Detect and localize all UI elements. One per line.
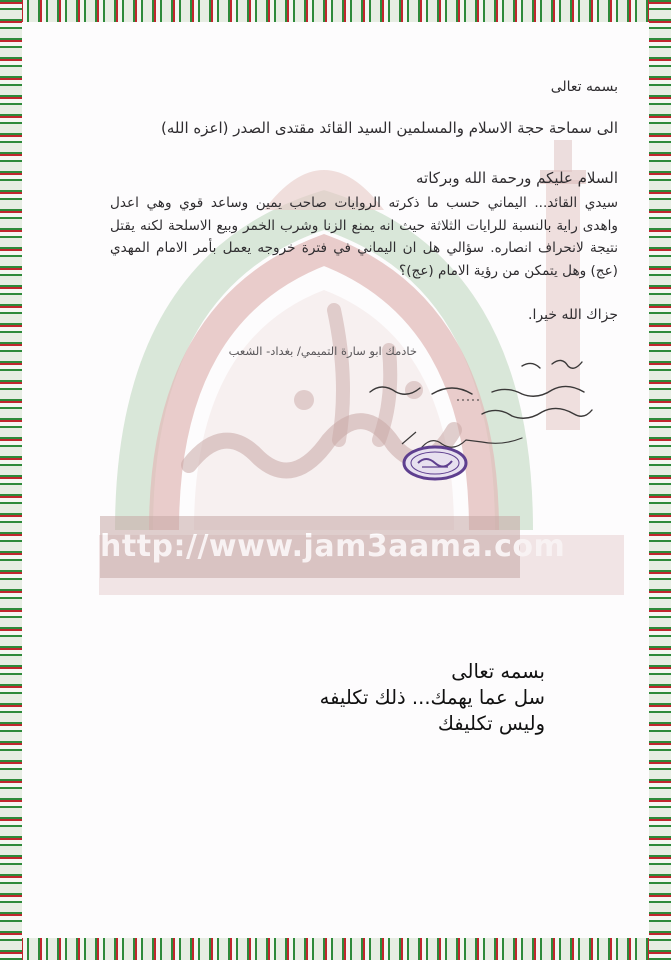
- answer-transcription: [320, 659, 545, 737]
- letter-signature: خادمك ابو سارة التميمي/ بغداد- الشعب: [228, 344, 417, 358]
- decorative-border-top: [0, 0, 671, 22]
- official-seal: [402, 445, 468, 481]
- letter-sheet: [22, 22, 649, 938]
- letter-addressee: الى سماحة حجة الاسلام والمسلمين السيد القائد مقتدى الصدر (اعزه الله): [161, 119, 618, 137]
- answer-line-3: وليس تكليفك: [437, 712, 545, 735]
- letter-salutation: السلام عليكم ورحمة الله وبركاته: [416, 169, 618, 187]
- letter-opening: بسمه تعالى: [550, 79, 618, 95]
- handwritten-reply: [362, 352, 602, 462]
- answer-line-2: سل عما يهمك... ذلك تكليفه: [319, 686, 545, 709]
- answer-line-1: بسمه تعالى: [451, 660, 545, 683]
- letter-body: سيدي القائد... اليماني حسب ما ذكرته الروايات صاحب يمين وساعد قوي وهي اعدل واهدى راية بالنسبة للرايات الثلاثة حيث انه يمنع الزنا وشرب الخمر وبيع الاسلحة لكنه يقتل نتيجة لانحراف انصاره. سؤالي هل ان اليماني في فترة خروجه يعمل بأمر الامام المهدي (عج) وهل يتمكن من رؤية الامام (عج)؟: [110, 195, 618, 279]
- decorative-border-left: [0, 0, 22, 960]
- decorative-border-right: [649, 0, 671, 960]
- watermark-url: http://www.jam3aama.com: [100, 516, 520, 578]
- letter-closing: جزاك الله خيرا.: [528, 307, 618, 323]
- decorative-border-bottom: [0, 938, 671, 960]
